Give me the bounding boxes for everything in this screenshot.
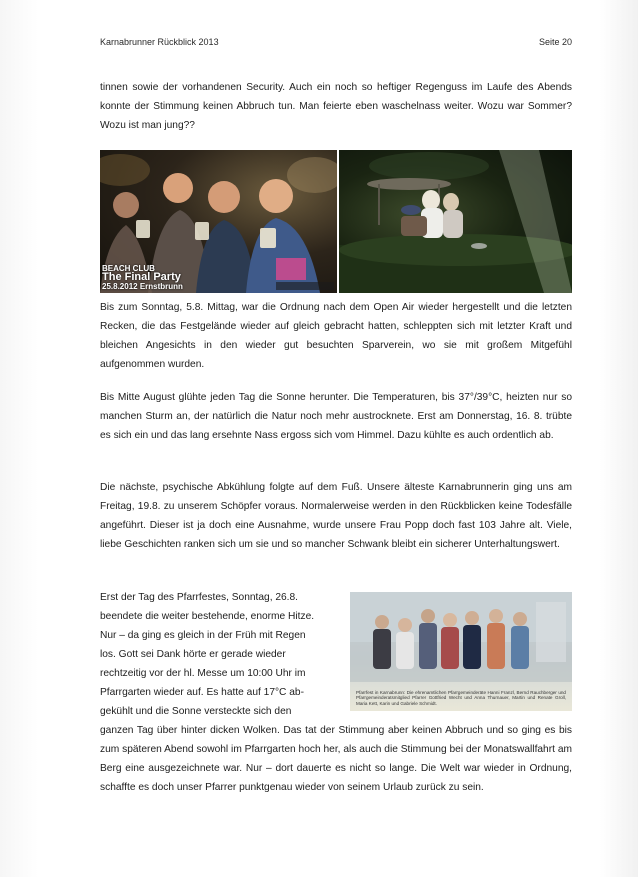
parish-festival-photo xyxy=(350,592,572,711)
page-number: Seite 20 xyxy=(538,37,572,47)
header-title: Karnabrunner Rückblick 2013 xyxy=(100,37,219,47)
paragraph-3: Bis Mitte August glühte jeden Tag die Sonne herunter. Die Temperaturen, bis 37°/39°C, heizten nur so manchen Sturm an, der natürlich die Natur noch mehr austrocknete. Erst am Donnerstag, 16. 8. trübte es sich ein und das lang ersehnte Nass ergoss sich vom Himmel. Dazu kühlte es auch ordentlich ab. xyxy=(100,392,572,441)
paragraph-4: Die nächste, psychische Abkühlung folgte auf dem Fuß. Unsere älteste Karnabrunnerin ging uns am Freitag, 19.8. zu unserem Schöpfer voraus. Normalerweise werden in den Rückblicken keine Todesfälle angeführt. Dieser ist ja doch eine Ausnahme, wurde unsere Frau Popp doch fast 103 Jahre alt. Viele, liebe Geschichten ranken sich um sie und so mancher Schwank bleibt ein sicherer Unterhaltungswert. xyxy=(100,482,572,550)
wrap-line-2: beendete die weiter bestehende, enorme Hitze. xyxy=(100,611,315,622)
wrap-line-7: gekühlt und die Sonne versteckte sich den xyxy=(100,706,292,717)
wrap-line-6: Pfarrgarten wieder auf. Es hatte auf 17°C ab- xyxy=(100,687,304,698)
night-garden-illustration xyxy=(339,150,572,293)
parish-festival-caption: Pfarrfest in Karnabrunn: Die ehrenamtlichen Pfarrgemeinderäte Hanni Franzl, Bernd Rauchberger und Pfarrgemeinderatsmitglied Pfarrer Gottfried Wecht und Anna Thurnauer, Martin und Renate Groll, Maria Kett, Karin und Gabriele Schmidt. xyxy=(356,689,566,706)
photo-row xyxy=(100,150,572,293)
paragraph-1: tinnen sowie der vorhandenen Security. Auch ein noch so heftiger Regenguss im Laufe des Abends konnte der Stimmung keinen Abbruch tun. Man feierte eben waschelnass weiter. Wozu war Sommer? Wozu ist man jung?? xyxy=(100,82,572,131)
party-title: The Final Party xyxy=(102,271,181,283)
night-garden-photo xyxy=(339,150,572,293)
wrap-line-5: rechtzeitig vor der hl. Messe um 10:00 Uhr im xyxy=(100,668,306,679)
party-photo-caption xyxy=(102,264,183,291)
wrap-line-4: los. Gott sei Dank hörte er gerade wieder xyxy=(100,649,286,660)
paragraph-2: Bis zum Sonntag, 5.8. Mittag, war die Ordnung nach dem Open Air wieder hergestellt und die letzten Recken, die das Festgelände wieder auf gleich gebracht hatten, schleppten sich mit letzter Kraft und bleichen Angesichts in den wieder gut besuchten Sparverein, wo sie mit großem Mitgefühl aufgenommen wurden. xyxy=(100,302,572,370)
party-photo xyxy=(100,150,337,293)
wrap-line-3: Nur – da ging es gleich in der Früh mit Regen xyxy=(100,630,306,641)
party-brand: BEACH CLUB xyxy=(102,264,155,273)
paragraph-5-rest: ganzen Tag über hinter dicken Wolken. Das tat der Stimmung aber keinen Abbruch und so ging es bis zum späteren Abend sowohl im Pfarrgarten hoch her, als auch die Stimmung bei der Monatswallfahrt am Berg eine ausgezeichnete war. Nur – dort dauerte es nicht so lange. Die Welt war wieder in Ordnung, schaffte es doch unser Pfarrer punktgenau wieder von seinem Urlaub zurück zu sein. xyxy=(100,725,572,793)
party-date: 25.8.2012 Ernstbrunn xyxy=(102,282,183,291)
wrap-line-1: Erst der Tag des Pfarrfestes, Sonntag, 26.8. xyxy=(100,592,299,603)
